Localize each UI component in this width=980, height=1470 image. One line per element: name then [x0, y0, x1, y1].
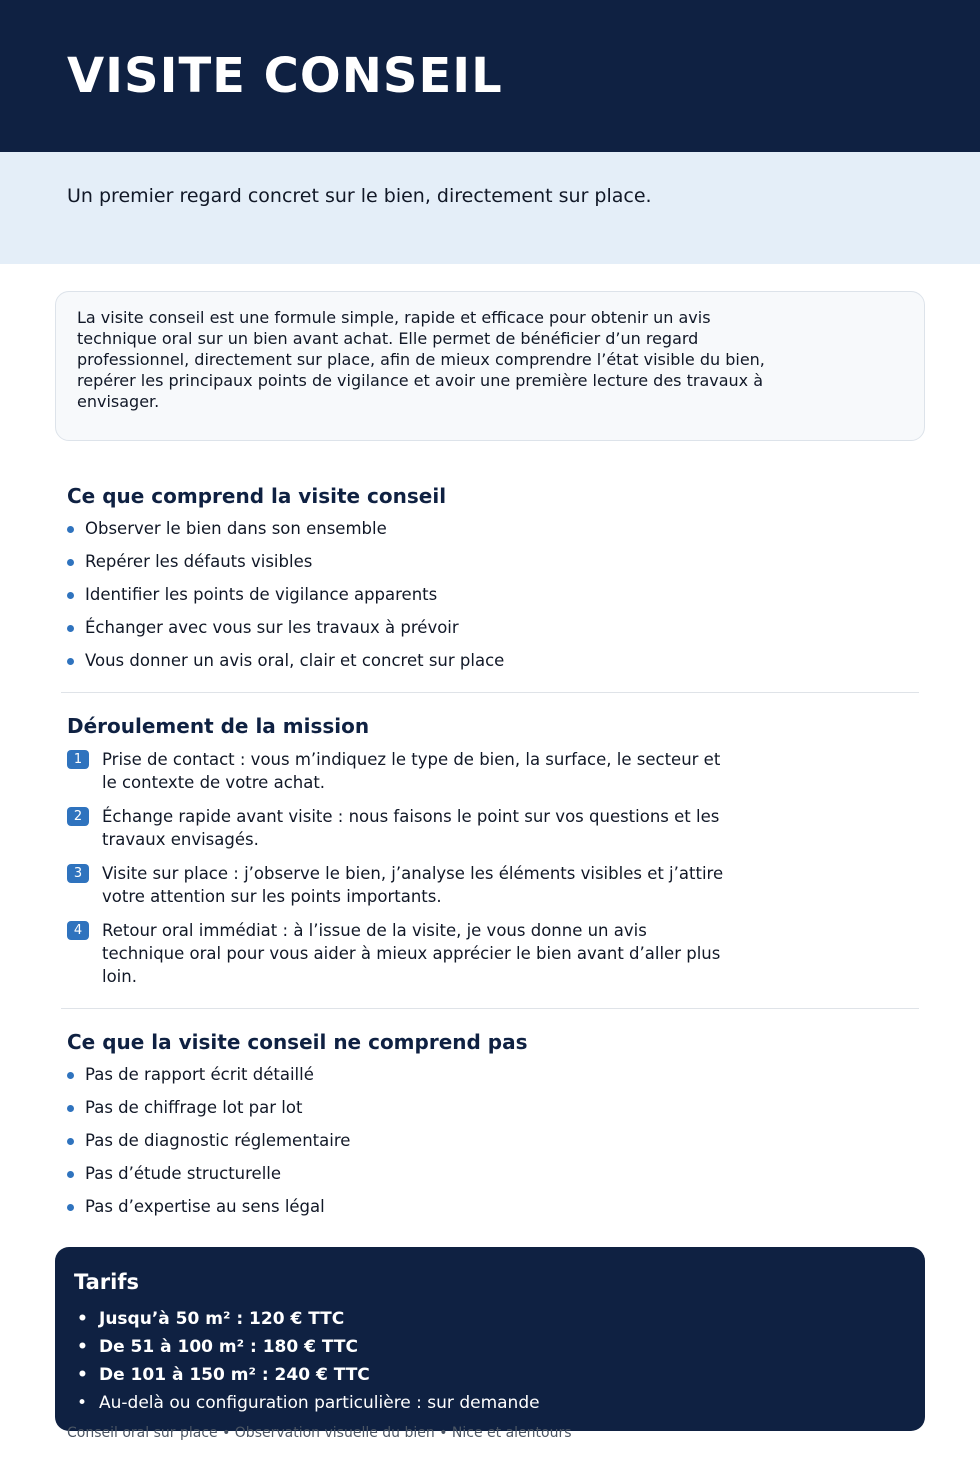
includes-title: Ce que comprend la visite conseil — [67, 484, 447, 508]
process-title: Déroulement de la mission — [67, 714, 370, 738]
subheader-text: Un premier regard concret sur le bien, directement sur place. — [67, 185, 652, 207]
step-number-badge: 2 — [67, 807, 89, 826]
list-item: Pas de rapport écrit détaillé — [67, 1064, 350, 1097]
tarif-item: • De 51 à 100 m² : 180 € TTC — [77, 1333, 540, 1361]
tarifs-box — [55, 1247, 925, 1431]
intro-box — [55, 291, 925, 441]
intro-text: La visite conseil est une formule simple, rapide et efficace pour obtenir un avis technique oral sur un bien avant achat. Elle permet de bénéficier d’un regard professionnel, directement sur place, afin de mieux comprendre l’état visible du bien, repérer les principaux points de vigilance et avoir une première lecture des travaux à envisager. — [77, 308, 765, 411]
bullet-dot-icon — [67, 625, 74, 632]
bullet-icon: • — [77, 1309, 88, 1329]
tarifs-title: Tarifs — [74, 1270, 139, 1294]
tarif-item: • Jusqu’à 50 m² : 120 € TTC — [77, 1305, 540, 1333]
step-number-badge: 4 — [67, 921, 89, 940]
list-item: Pas de chiffrage lot par lot — [67, 1097, 350, 1130]
step-item: 4 Retour oral immédiat : à l’issue de la visite, je vous donne un avis technique oral pour vous aider à mieux apprécier le bien avant d’aller plus loin. — [67, 919, 727, 988]
bullet-icon: • — [77, 1393, 88, 1413]
tarif-item: • De 101 à 150 m² : 240 € TTC — [77, 1361, 540, 1389]
step-item: 1 Prise de contact : vous m’indiquez le type de bien, la surface, le secteur et le contexte de votre achat. — [67, 748, 727, 794]
list-item: Observer le bien dans son ensemble — [67, 518, 504, 551]
bullet-dot-icon — [67, 1204, 74, 1211]
bullet-dot-icon — [67, 592, 74, 599]
list-item: Pas d’expertise au sens légal — [67, 1196, 350, 1229]
footer-text: Conseil oral sur place • Observation visuelle du bien • Nice et alentours — [67, 1425, 572, 1441]
bullet-dot-icon — [67, 1171, 74, 1178]
step-item: 2 Échange rapide avant visite : nous faisons le point sur vos questions et les travaux envisagés. — [67, 805, 727, 851]
step-item: 3 Visite sur place : j’observe le bien, j’analyse les éléments visibles et j’attire votre attention sur les points importants. — [67, 862, 727, 908]
bullet-dot-icon — [67, 1138, 74, 1145]
excludes-list — [67, 1064, 350, 1229]
section-divider — [61, 692, 919, 693]
bullet-icon: • — [77, 1365, 88, 1385]
excludes-title: Ce que la visite conseil ne comprend pas — [67, 1030, 528, 1054]
process-steps — [67, 748, 727, 988]
step-number-badge: 1 — [67, 750, 89, 769]
list-item: Vous donner un avis oral, clair et concret sur place — [67, 650, 504, 683]
list-item: Pas de diagnostic réglementaire — [67, 1130, 350, 1163]
list-item: Pas d’étude structurelle — [67, 1163, 350, 1196]
tarif-item: • Au-delà ou configuration particulière : sur demande — [77, 1389, 540, 1417]
list-item: Identifier les points de vigilance apparents — [67, 584, 504, 617]
bullet-dot-icon — [67, 559, 74, 566]
subheader-banner — [0, 152, 980, 264]
page-header — [0, 0, 980, 152]
page-title: VISITE CONSEIL — [67, 48, 503, 104]
section-divider — [61, 1008, 919, 1009]
list-item: Repérer les défauts visibles — [67, 551, 504, 584]
bullet-icon: • — [77, 1337, 88, 1357]
bullet-dot-icon — [67, 658, 74, 665]
tarifs-list — [77, 1305, 540, 1417]
list-item: Échanger avec vous sur les travaux à prévoir — [67, 617, 504, 650]
bullet-dot-icon — [67, 1105, 74, 1112]
includes-list — [67, 518, 504, 683]
bullet-dot-icon — [67, 526, 74, 533]
step-number-badge: 3 — [67, 864, 89, 883]
bullet-dot-icon — [67, 1072, 74, 1079]
